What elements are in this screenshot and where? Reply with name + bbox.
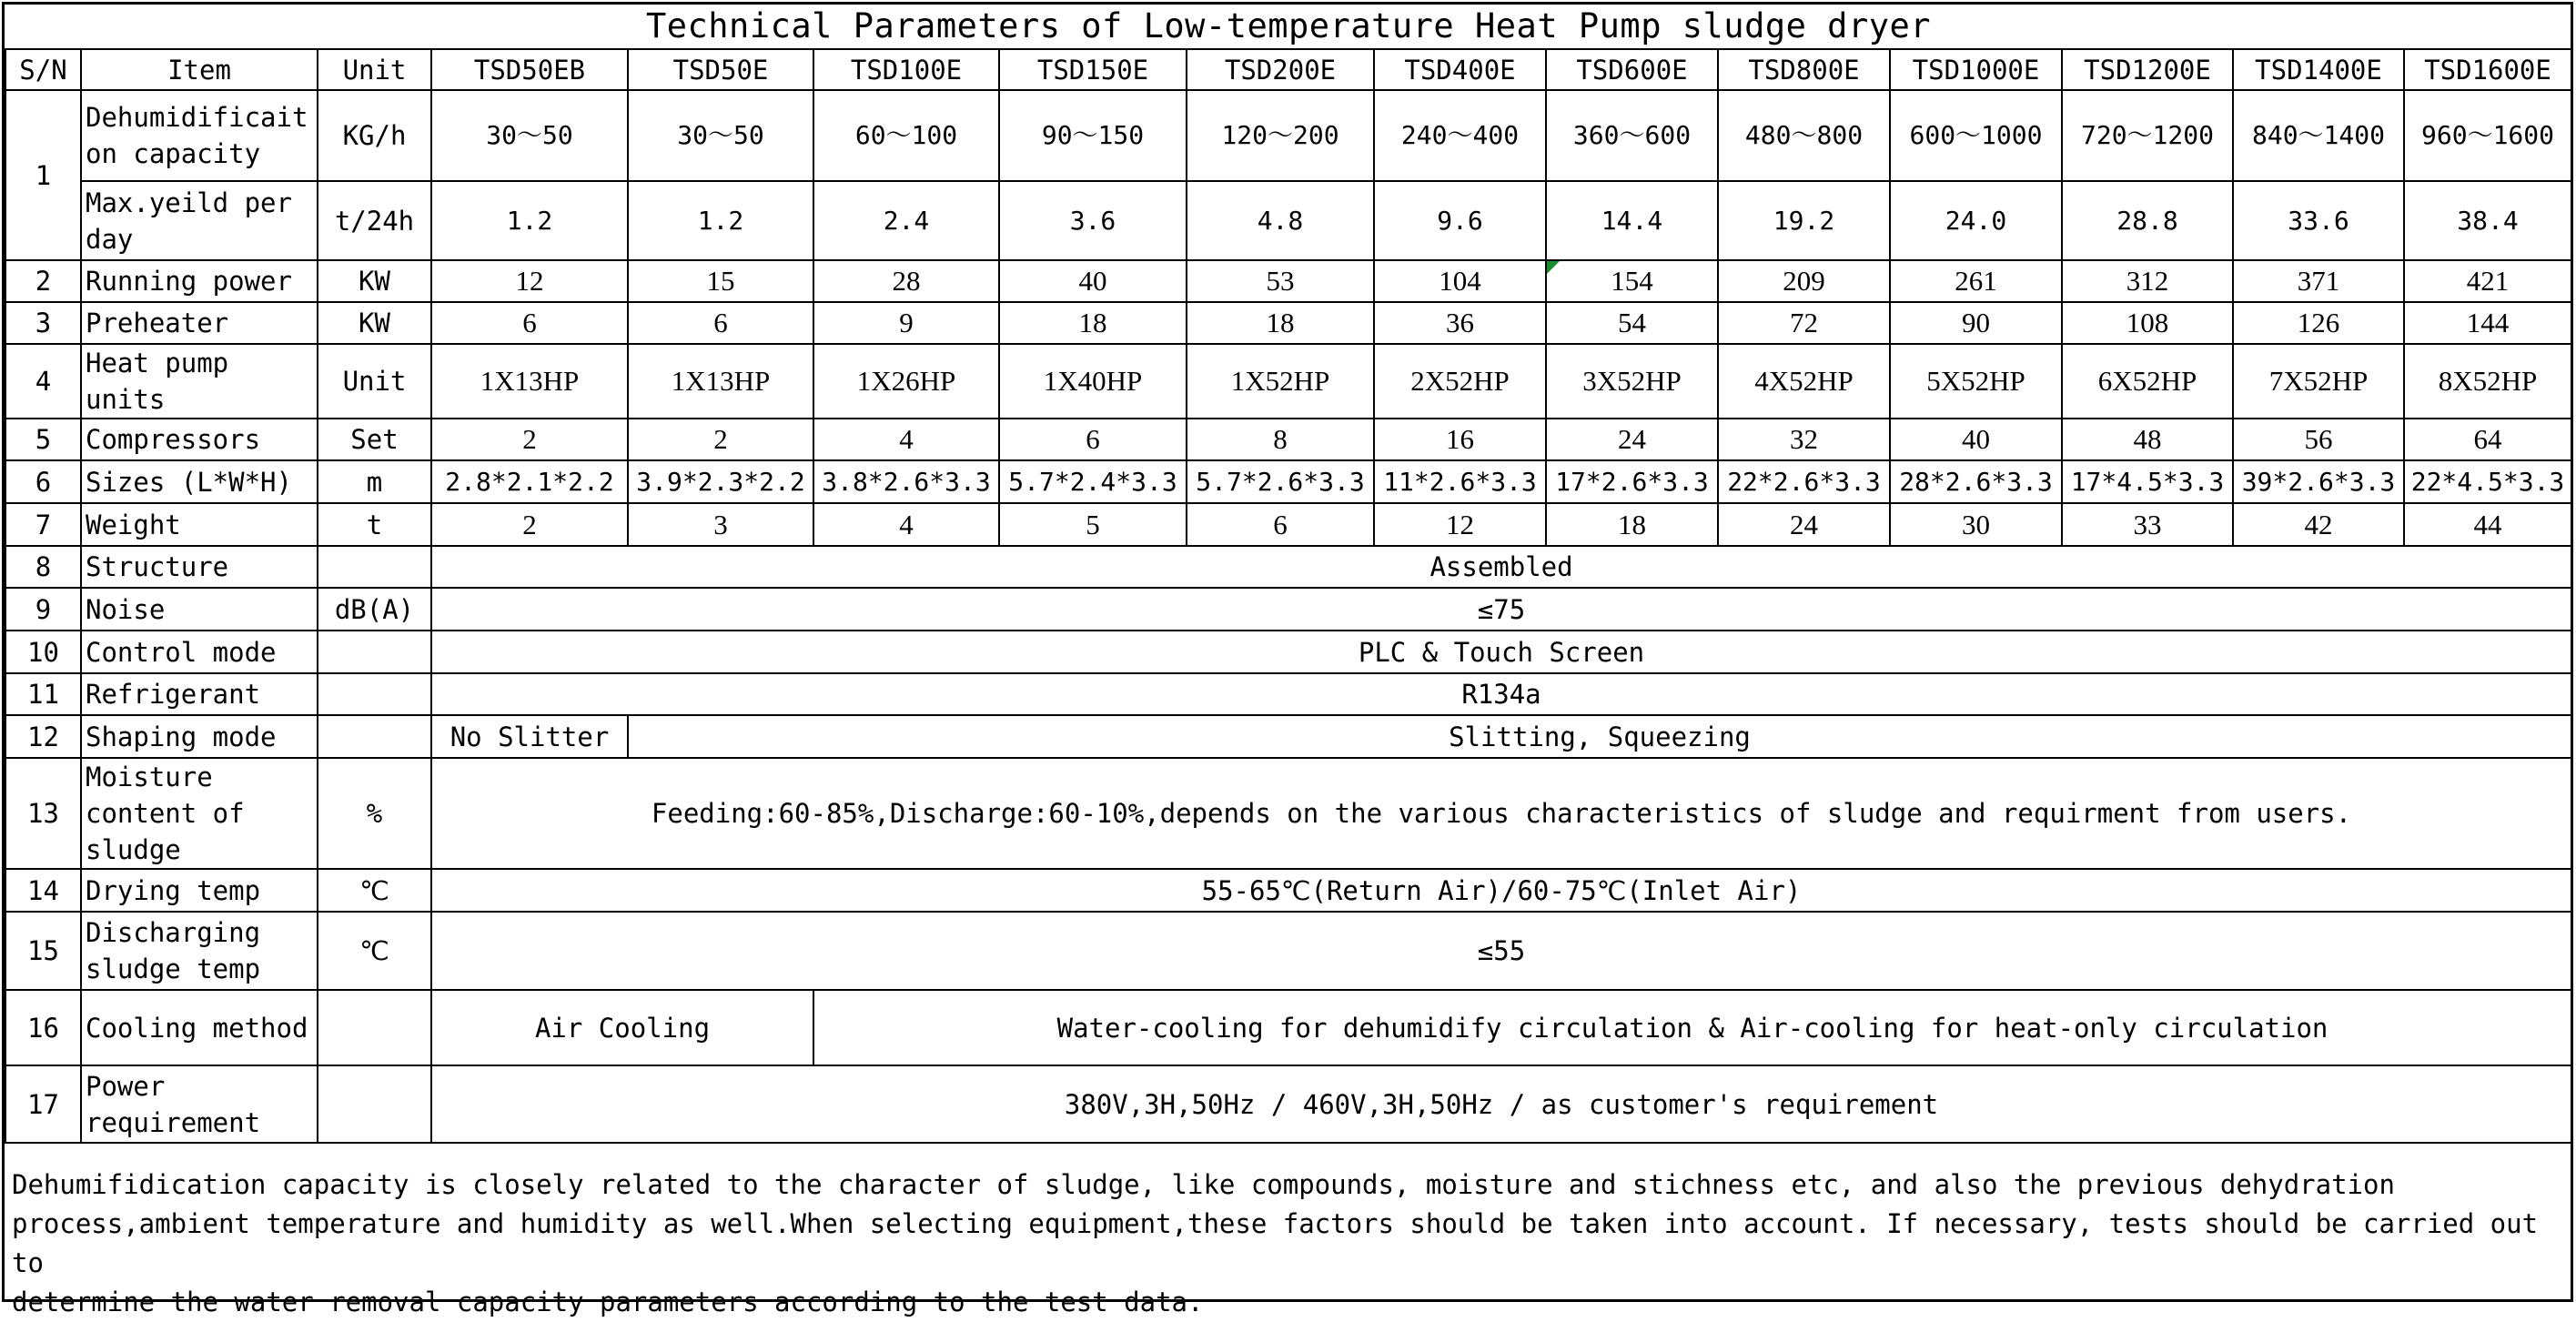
header-model: TSD1200E [2062,49,2233,90]
row-sn: 9 [5,588,81,631]
merged-cell: 380V,3H,50Hz / 460V,3H,50Hz / as customer's requirement [431,1065,2571,1143]
table-cell: 120～200 [1187,90,1374,181]
merged-cell: No Slitter [431,715,628,758]
table-cell: 600～1000 [1890,90,2062,181]
row-unit [318,1065,431,1143]
table-cell: 1.2 [628,181,813,260]
row-item: Sizes (L*W*H) [81,460,318,503]
table-cell: 4X52HP [1718,344,1890,419]
table-cell: 40 [1890,419,2062,460]
table-cell: 9 [813,302,999,344]
row-unit [318,990,431,1065]
table-row [5,503,2571,546]
table-cell: 1X26HP [813,344,999,419]
table-cell: 53 [1187,260,1374,302]
table-cell: 9.6 [1374,181,1546,260]
table-cell: 3.6 [999,181,1187,260]
table-cell: 40 [999,260,1187,302]
table-cell: 24 [1546,419,1718,460]
header-unit: Unit [318,49,431,90]
table-row [5,460,2571,503]
table-cell: 6X52HP [2062,344,2233,419]
table-cell: 3.8*2.6*3.3 [813,460,999,503]
table-cell: 261 [1890,260,2062,302]
table-row [5,631,2571,673]
parameters-table [5,5,2572,1144]
table-cell: 360～600 [1546,90,1718,181]
row-unit: t/24h [318,181,431,260]
table-cell: 4.8 [1187,181,1374,260]
footnote-text: Dehumifidication capacity is closely related to the character of sludge, like compounds, moisture and stichness etc, and also the previous dehydration process,ambient temperature and humidity as well.When selecting equipment,these factors should be taken into account. If necessary, tests should be carried out to determine the water removal capacity parameters according to the test data. [12,1169,2539,1317]
table-cell: 17*4.5*3.3 [2062,460,2233,503]
table-cell: 30～50 [628,90,813,181]
table-cell: 18 [1187,302,1374,344]
table-cell: 2 [628,419,813,460]
row-sn: 10 [5,631,81,673]
row-sn: 13 [5,758,81,869]
table-cell: 22*4.5*3.3 [2404,460,2571,503]
table-cell: 11*2.6*3.3 [1374,460,1546,503]
table-cell: 90～150 [999,90,1187,181]
table-cell: 1X40HP [999,344,1187,419]
row-sn: 7 [5,503,81,546]
table-cell: 371 [2233,260,2404,302]
table-cell: 64 [2404,419,2571,460]
table-cell: 3.9*2.3*2.2 [628,460,813,503]
header-model: TSD400E [1374,49,1546,90]
row-sn: 12 [5,715,81,758]
table-cell: 2.8*2.1*2.2 [431,460,628,503]
table-cell: 1X52HP [1187,344,1374,419]
header-model: TSD50E [628,49,813,90]
table-row [5,588,2571,631]
row-item: Refrigerant [81,673,318,715]
table-cell: 421 [2404,260,2571,302]
row-item: Noise [81,588,318,631]
row-sn: 14 [5,869,81,912]
row-sn: 8 [5,546,81,588]
table-cell: 5.7*2.6*3.3 [1187,460,1374,503]
table-cell: 5 [999,503,1187,546]
table-row [5,260,2571,302]
header-model: TSD800E [1718,49,1890,90]
row-unit: ℃ [318,869,431,912]
row-unit [318,631,431,673]
table-cell: 72 [1718,302,1890,344]
row-item: Structure [81,546,318,588]
table-cell: 2 [431,419,628,460]
merged-cell: Air Cooling [431,990,813,1065]
table-cell: 54 [1546,302,1718,344]
table-cell: 144 [2404,302,2571,344]
table-cell: 480～800 [1718,90,1890,181]
table-cell: 5.7*2.4*3.3 [999,460,1187,503]
header-model: TSD600E [1546,49,1718,90]
row-item: Dehumidificait on capacity [81,90,318,181]
table-row [5,912,2571,990]
row-unit: KG/h [318,90,431,181]
row-unit: ℃ [318,912,431,990]
merged-cell: 55-65℃(Return Air)/60-75℃(Inlet Air) [431,869,2571,912]
table-cell: 18 [1546,503,1718,546]
table-cell: 1X13HP [628,344,813,419]
merged-cell: ≤75 [431,588,2571,631]
row-sn: 11 [5,673,81,715]
row-item: Shaping mode [81,715,318,758]
row-item: Drying temp [81,869,318,912]
row-item: Max.yeild per day [81,181,318,260]
row-item: Moisture content of sludge [81,758,318,869]
table-cell [1546,260,1718,302]
table-row [5,419,2571,460]
row-item: Running power [81,260,318,302]
table-cell: 60～100 [813,90,999,181]
header-model: TSD50EB [431,49,628,90]
table-cell: 28*2.6*3.3 [1890,460,2062,503]
table-cell: 2.4 [813,181,999,260]
table-cell: 1.2 [431,181,628,260]
table-cell: 4 [813,503,999,546]
merged-cell: Feeding:60-85%,Discharge:60-10%,depends on the various characteristics of sludge and requirment from users. [431,758,2571,869]
table-cell: 6 [628,302,813,344]
header-model: TSD150E [999,49,1187,90]
row-item: Discharging sludge temp [81,912,318,990]
row-unit: t [318,503,431,546]
table-cell: 30～50 [431,90,628,181]
table-cell: 39*2.6*3.3 [2233,460,2404,503]
header-sn: S/N [5,49,81,90]
table-cell: 28.8 [2062,181,2233,260]
table-cell: 12 [431,260,628,302]
table-cell: 48 [2062,419,2233,460]
table-cell: 16 [1374,419,1546,460]
table-cell: 2X52HP [1374,344,1546,419]
table-cell: 24.0 [1890,181,2062,260]
table-cell: 56 [2233,419,2404,460]
row-unit: dB(A) [318,588,431,631]
table-cell: 30 [1890,503,2062,546]
row-sn: 17 [5,1065,81,1143]
table-cell: 104 [1374,260,1546,302]
table-cell: 42 [2233,503,2404,546]
row-unit: KW [318,260,431,302]
table-cell: 840～1400 [2233,90,2404,181]
table-cell: 720～1200 [2062,90,2233,181]
merged-cell: Assembled [431,546,2571,588]
row-sn: 16 [5,990,81,1065]
header-model: TSD1000E [1890,49,2062,90]
row-unit: m [318,460,431,503]
table-cell: 6 [999,419,1187,460]
merged-cell: ≤55 [431,912,2571,990]
row-item: Control mode [81,631,318,673]
table-cell: 8 [1187,419,1374,460]
table-cell: 960～1600 [2404,90,2571,181]
row-unit [318,546,431,588]
row-item: Cooling method [81,990,318,1065]
cell-marker-triangle [1547,261,1560,274]
table-row [5,344,2571,419]
row-sn: 3 [5,302,81,344]
table-cell: 108 [2062,302,2233,344]
title-row [5,5,2571,49]
table-row [5,758,2571,869]
table-row [5,546,2571,588]
table-cell: 1X13HP [431,344,628,419]
row-sn: 1 [5,90,81,260]
row-unit [318,715,431,758]
table-row [5,869,2571,912]
table-cell: 8X52HP [2404,344,2571,419]
table-row [5,990,2571,1065]
table-cell: 32 [1718,419,1890,460]
table-cell: 3X52HP [1546,344,1718,419]
table-row [5,181,2571,260]
table-cell: 28 [813,260,999,302]
table-row [5,673,2571,715]
table-row [5,715,2571,758]
table-cell: 6 [1187,503,1374,546]
header-model: TSD200E [1187,49,1374,90]
row-item: Compressors [81,419,318,460]
table-cell: 24 [1718,503,1890,546]
table-cell: 14.4 [1546,181,1718,260]
table-row [5,302,2571,344]
table-cell: 33.6 [2233,181,2404,260]
table-cell: 2 [431,503,628,546]
row-sn: 2 [5,260,81,302]
merged-cell: Slitting, Squeezing [628,715,2571,758]
table-cell: 209 [1718,260,1890,302]
row-unit: Unit [318,344,431,419]
table-cell: 4 [813,419,999,460]
table-cell: 312 [2062,260,2233,302]
table-cell: 17*2.6*3.3 [1546,460,1718,503]
table-cell: 5X52HP [1890,344,2062,419]
row-sn: 6 [5,460,81,503]
row-unit [318,673,431,715]
header-model: TSD100E [813,49,999,90]
row-unit: Set [318,419,431,460]
header-item: Item [81,49,318,90]
merged-cell: R134a [431,673,2571,715]
row-item: Power requirement [81,1065,318,1143]
table-cell: 240～400 [1374,90,1546,181]
table-title: Technical Parameters of Low-temperature Heat Pump sludge dryer [5,5,2571,49]
table-row [5,90,2571,181]
table-cell: 12 [1374,503,1546,546]
table-cell: 22*2.6*3.3 [1718,460,1890,503]
row-sn: 5 [5,419,81,460]
row-item: Heat pump units [81,344,318,419]
table-cell: 7X52HP [2233,344,2404,419]
merged-cell: PLC & Touch Screen [431,631,2571,673]
table-cell: 38.4 [2404,181,2571,260]
table-cell: 18 [999,302,1187,344]
header-row [5,49,2571,90]
row-item: Weight [81,503,318,546]
row-unit: % [318,758,431,869]
row-sn: 15 [5,912,81,990]
table-cell: 33 [2062,503,2233,546]
table-row [5,1065,2571,1143]
table-cell: 19.2 [1718,181,1890,260]
row-item: Preheater [81,302,318,344]
spec-sheet [2,2,2573,1317]
header-model: TSD1600E [2404,49,2571,90]
table-cell: 90 [1890,302,2062,344]
table-cell: 15 [628,260,813,302]
table-cell: 126 [2233,302,2404,344]
header-model: TSD1400E [2233,49,2404,90]
row-sn: 4 [5,344,81,419]
table-cell: 3 [628,503,813,546]
table-cell: 36 [1374,302,1546,344]
table-cell: 44 [2404,503,2571,546]
table-cell: 6 [431,302,628,344]
cell-value: 154 [1611,265,1653,297]
row-unit: KW [318,302,431,344]
merged-cell: Water-cooling for dehumidify circulation & Air-cooling for heat-only circulation [813,990,2571,1065]
